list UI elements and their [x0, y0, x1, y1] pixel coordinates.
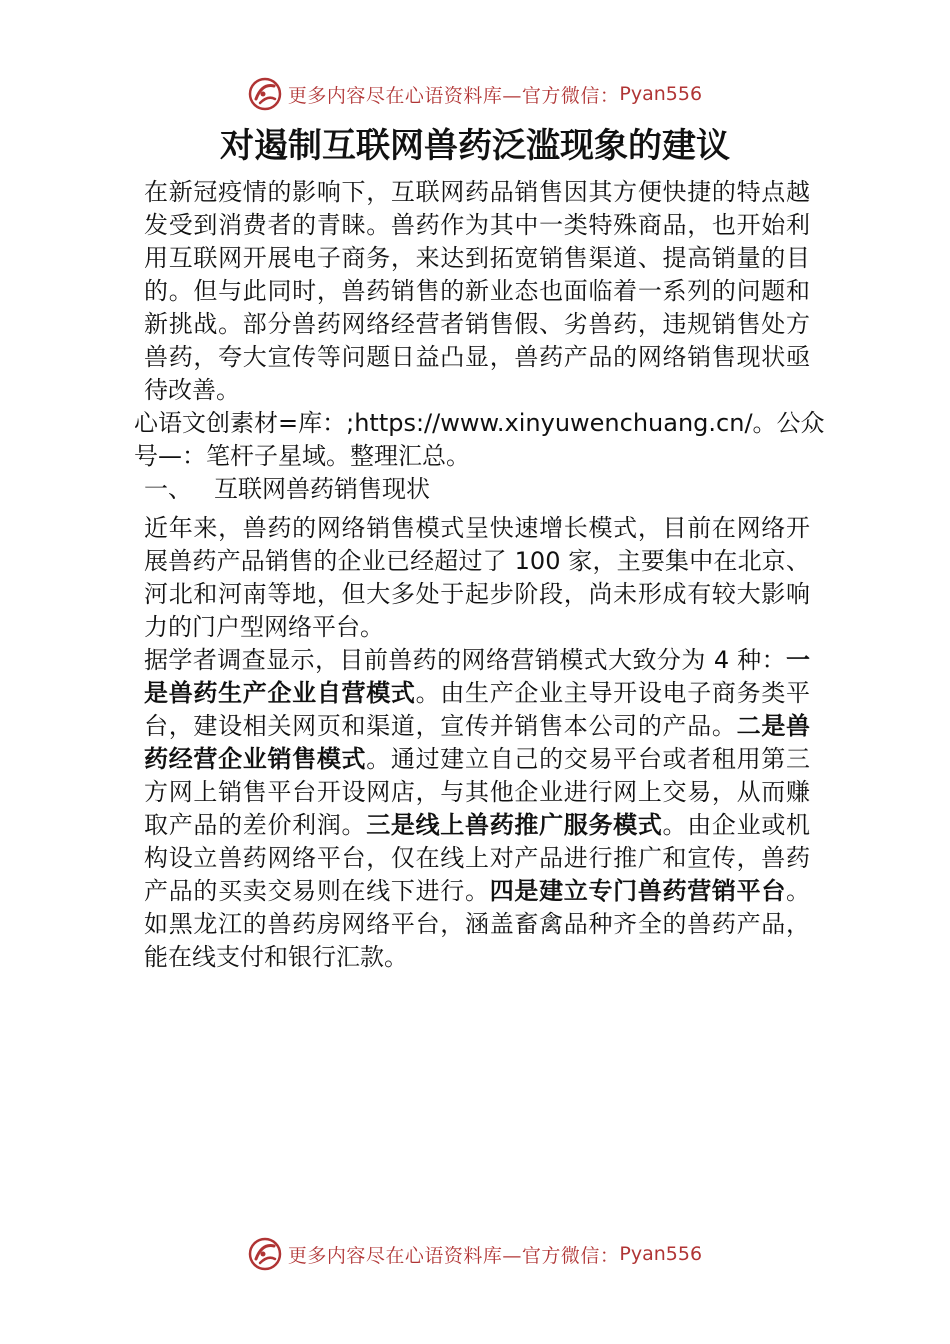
header-watermark — [0, 74, 950, 114]
footer-watermark — [0, 1234, 950, 1274]
intro-paragraph: 在新冠疫情的影响下，互联网药品销售因其方便快捷的特点越发受到消费者的青睐。兽药作为其中一类特殊商品，也开始利用互联网开展电子商务，来达到拓宽销售渠道、提高销量的目的。但与此同时，兽药销售的新业态也面临着一系列的问题和新挑战。部分兽药网络经营者销售假、劣兽药，违规销售处方兽药，夸大宣传等问题日益凸显，兽药产品的网络销售现状亟待改善。 — [144, 178, 810, 404]
watermark-wechat-id: Pyan556 — [619, 1243, 703, 1265]
mode-3-text: 。由企业或机构设立兽药网络平台，仅在线上对产品进行推广和宣传，兽药产品的买卖交易则在线下进行。 — [144, 811, 811, 905]
document-title: 对遏制互联网兽药泛滥现象的建议 — [220, 126, 730, 166]
mode-2-title: 二是兽药经营企业销售模式 — [144, 712, 811, 773]
document-body — [134, 176, 825, 974]
watermark-text: 更多内容尽在心语资料库—官方微信： — [287, 84, 620, 107]
section-number: 一、 — [144, 475, 192, 503]
brand-logo-icon — [248, 77, 282, 111]
mode-1-text: 。由生产企业主导开设电子商务类平台，建设相关网页和渠道，宣传并销售本公司的产品。 — [144, 679, 811, 740]
mode-2-text: 。通过建立自己的交易平台或者租用第三方网上销售平台开设网店，与其他企业进行网上交易，从而赚取产品的差价利润。 — [144, 745, 811, 839]
watermark-text: 更多内容尽在心语资料库—官方微信： — [287, 1244, 620, 1267]
mode-4-text: 。如黑龙江的兽药房网络平台，涵盖畜禽品种齐全的兽药产品，能在线支付和银行汇款。 — [144, 877, 811, 971]
status-paragraph: 近年来，兽药的网络销售模式呈快速增长模式，目前在网络开展兽药产品销售的企业已经超过了 100 家，主要集中在北京、河北和河南等地，但大多处于起步阶段，尚未形成有较大影响力的门户型网络平台。 — [144, 514, 810, 641]
source-note: 心语文创素材=库：;https://www.xinyuwenchuang.cn/。公众号—：笔杆子星域。整理汇总。 — [134, 409, 825, 470]
mode-4-title: 四是建立专门兽药营销平台 — [489, 877, 787, 905]
section-heading — [144, 473, 810, 506]
modes-paragraph — [144, 644, 810, 974]
mode-3-title: 三是线上兽药推广服务模式 — [366, 811, 663, 839]
watermark-wechat-id: Pyan556 — [619, 83, 703, 105]
section-title: 互联网兽药销售现状 — [214, 475, 430, 503]
modes-lead: 据学者调查显示，目前兽药的网络营销模式大致分为 4 种： — [144, 646, 786, 674]
brand-logo-icon — [248, 1237, 282, 1271]
mode-1-title: 一是兽药生产企业自营模式 — [144, 646, 810, 707]
